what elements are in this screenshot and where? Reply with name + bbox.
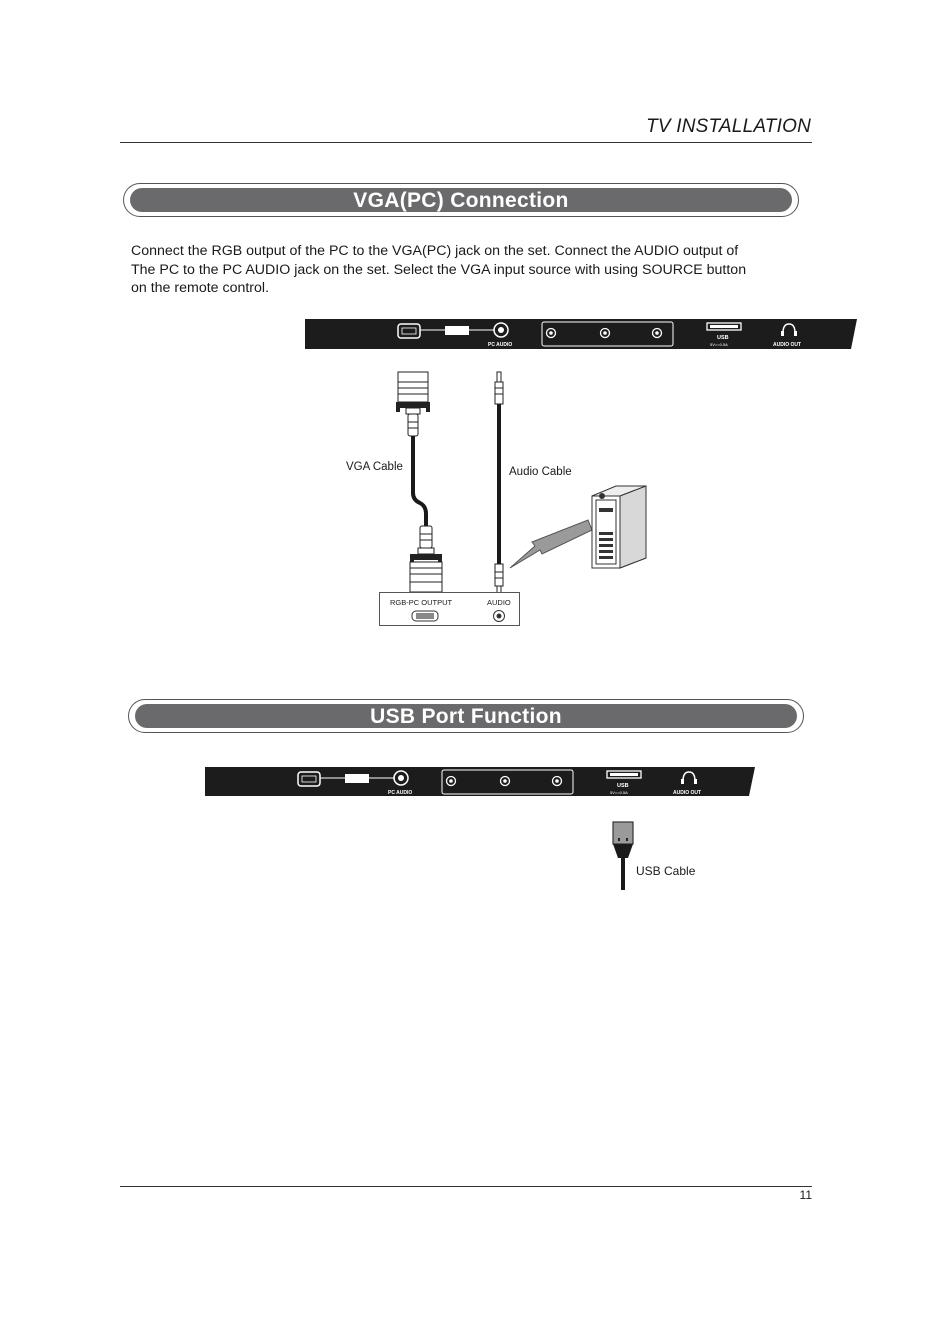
vga-instructions — [131, 242, 781, 298]
usb-cable-label: USB Cable — [636, 864, 696, 878]
cable-diagram — [370, 368, 660, 598]
vga-cable-label: VGA Cable — [346, 461, 403, 473]
header-divider — [120, 142, 812, 143]
vga-section-title: VGA(PC) Connection — [130, 188, 792, 212]
pc-audio-output-label: AUDIO — [487, 598, 511, 607]
pc-tower-icon — [592, 486, 646, 568]
tv-back-panel-vga — [305, 319, 857, 351]
usb-cable-icon — [610, 820, 636, 892]
panel-label-usb-rating: 5V==0.5A — [710, 342, 728, 347]
vga-section-banner — [123, 183, 799, 217]
panel-label-usb: USB — [617, 783, 629, 789]
usb-section-banner — [128, 699, 804, 733]
panel-label-plate — [345, 774, 369, 783]
arrow-icon — [510, 520, 592, 568]
panel-label-usb: USB — [717, 335, 729, 341]
tv-back-panel-usb — [205, 767, 755, 797]
pc-output-panel — [379, 592, 520, 626]
instruction-line-2: The PC to the PC AUDIO jack on the set. Select the VGA input source with using SOURCE button — [131, 261, 747, 278]
rgb-pc-output-label: RGB-PC OUTPUT — [390, 598, 453, 607]
panel-label-plate — [445, 326, 469, 335]
vga-connector-bottom-icon — [410, 526, 442, 592]
panel-label-audio-out: AUDIO OUT — [773, 342, 802, 348]
footer-divider — [120, 1186, 812, 1187]
panel-label-usb-rating: 5V==0.5A — [610, 790, 628, 795]
audio-cable-label: Audio Cable — [509, 466, 572, 478]
audio-plug-icon — [495, 372, 503, 404]
panel-label-pc-audio: PC AUDIO — [388, 790, 413, 796]
page-header-title: TV INSTALLATION — [646, 116, 811, 137]
audio-output-jack-icon — [492, 609, 506, 623]
vga-connector-icon — [396, 372, 430, 436]
panel-label-pc-audio: PC AUDIO — [488, 342, 513, 348]
instruction-line-3: on the remote control. — [131, 280, 270, 296]
panel-label-audio-out: AUDIO OUT — [673, 790, 702, 796]
vga-output-port-icon — [411, 610, 439, 622]
page-number: 11 — [799, 1188, 812, 1202]
audio-plug-bottom-icon — [495, 564, 503, 594]
instruction-line-1: Connect the RGB output of the PC to the VGA(PC) jack on the set. Connect the AUDIO output of — [131, 243, 739, 259]
usb-section-title: USB Port Function — [135, 704, 797, 728]
